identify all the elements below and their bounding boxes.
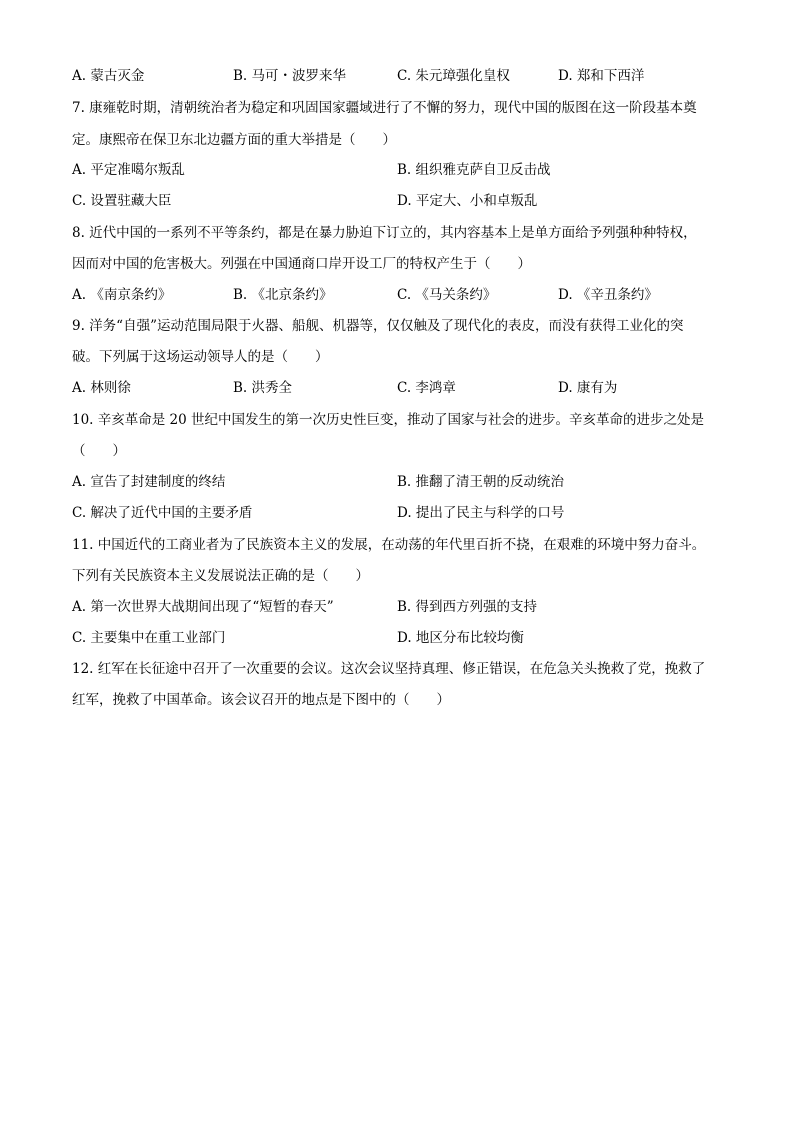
q10-option-d[interactable]: D. 提出了民主与科学的口号 xyxy=(397,505,565,521)
q11-stem-line2: 下列有关民族资本主义发展说法正确的是（ ） xyxy=(72,568,369,584)
q10-option-b[interactable]: B. 推翻了清王朝的反动统治 xyxy=(397,474,565,490)
q6-option-b[interactable]: B. 马可・波罗来华 xyxy=(233,68,347,84)
q9-option-c[interactable]: C. 李鸿章 xyxy=(397,380,456,396)
q11-option-a[interactable]: A. 第一次世界大战期间出现了“短暂的春天” xyxy=(72,599,334,615)
q8-options xyxy=(72,287,732,303)
q12-stem-line2: 红军，挽救了中国革命。该会议召开的地点是下图中的（ ） xyxy=(72,692,450,708)
q6-option-a[interactable]: A. 蒙古灭金 xyxy=(72,68,145,84)
q8-stem-line2: 因而对中国的危害极大。列强在中国通商口岸开设工厂的特权产生于（ ） xyxy=(72,256,531,272)
q9-option-b[interactable]: B. 洪秀全 xyxy=(233,380,293,396)
q7-option-a[interactable]: A. 平定准噶尔叛乱 xyxy=(72,162,185,178)
q9-option-a[interactable]: A. 林则徐 xyxy=(72,380,131,396)
q8-option-a[interactable]: A. 《南京条约》 xyxy=(72,287,172,303)
q6-option-d[interactable]: D. 郑和下西洋 xyxy=(558,68,645,84)
q9-stem-line2: 破。下列属于这场运动领导人的是（ ） xyxy=(72,349,329,365)
q9-options xyxy=(72,380,732,396)
q11-option-c[interactable]: C. 主要集中在重工业部门 xyxy=(72,630,226,646)
q8-option-b[interactable]: B. 《北京条约》 xyxy=(233,287,333,303)
q12-stem-line1: 12. 红军在长征途中召开了一次重要的会议。这次会议坚持真理、修正错误，在危急关头挽救了党，挽救了 xyxy=(72,661,706,677)
q7-option-c[interactable]: C. 设置驻藏大臣 xyxy=(72,193,172,209)
q7-options-row1 xyxy=(72,162,732,178)
q10-stem-line1: 10. 辛亥革命是 20 世纪中国发生的第一次历史性巨变，推动了国家与社会的进步。辛亥革命的进步之处是 xyxy=(72,412,705,428)
q7-option-d[interactable]: D. 平定大、小和卓叛乱 xyxy=(397,193,538,209)
q11-options-row2 xyxy=(72,630,732,646)
q8-stem-line1: 8. 近代中国的一系列不平等条约，都是在暴力胁迫下订立的，其内容基本上是单方面给予列强种种特权， xyxy=(72,225,697,241)
q9-option-d[interactable]: D. 康有为 xyxy=(558,380,618,396)
q7-stem-line1: 7. 康雍乾时期，清朝统治者为稳定和巩固国家疆域进行了不懈的努力，现代中国的版图在这一阶段基本奠 xyxy=(72,100,697,116)
q8-option-c[interactable]: C. 《马关条约》 xyxy=(397,287,497,303)
q10-option-c[interactable]: C. 解决了近代中国的主要矛盾 xyxy=(72,505,253,521)
q7-options-row2 xyxy=(72,193,732,209)
q8-option-d[interactable]: D. 《辛丑条约》 xyxy=(558,287,658,303)
q11-option-d[interactable]: D. 地区分布比较均衡 xyxy=(397,630,524,646)
q11-stem-line1: 11. 中国近代的工商业者为了民族资本主义的发展，在动荡的年代里百折不挠，在艰难的环境中努力奋斗。 xyxy=(72,537,706,553)
q10-stem-line2: （ ） xyxy=(72,443,126,459)
q10-options-row1 xyxy=(72,474,732,490)
q7-option-b[interactable]: B. 组织雅克萨自卫反击战 xyxy=(397,162,551,178)
q11-option-b[interactable]: B. 得到西方列强的支持 xyxy=(397,599,538,615)
q6-options xyxy=(72,68,732,84)
q10-option-a[interactable]: A. 宣告了封建制度的终结 xyxy=(72,474,226,490)
q10-options-row2 xyxy=(72,505,732,521)
q11-options-row1 xyxy=(72,599,732,615)
q7-stem-line2: 定。康熙帝在保卫东北边疆方面的重大举措是（ ） xyxy=(72,132,396,148)
q9-stem-line1: 9. 洋务“自强”运动范围局限于火器、船舰、机器等，仅仅触及了现代化的表皮，而没有获得工业化的突 xyxy=(72,318,684,334)
q6-option-c[interactable]: C. 朱元璋强化皇权 xyxy=(397,68,510,84)
